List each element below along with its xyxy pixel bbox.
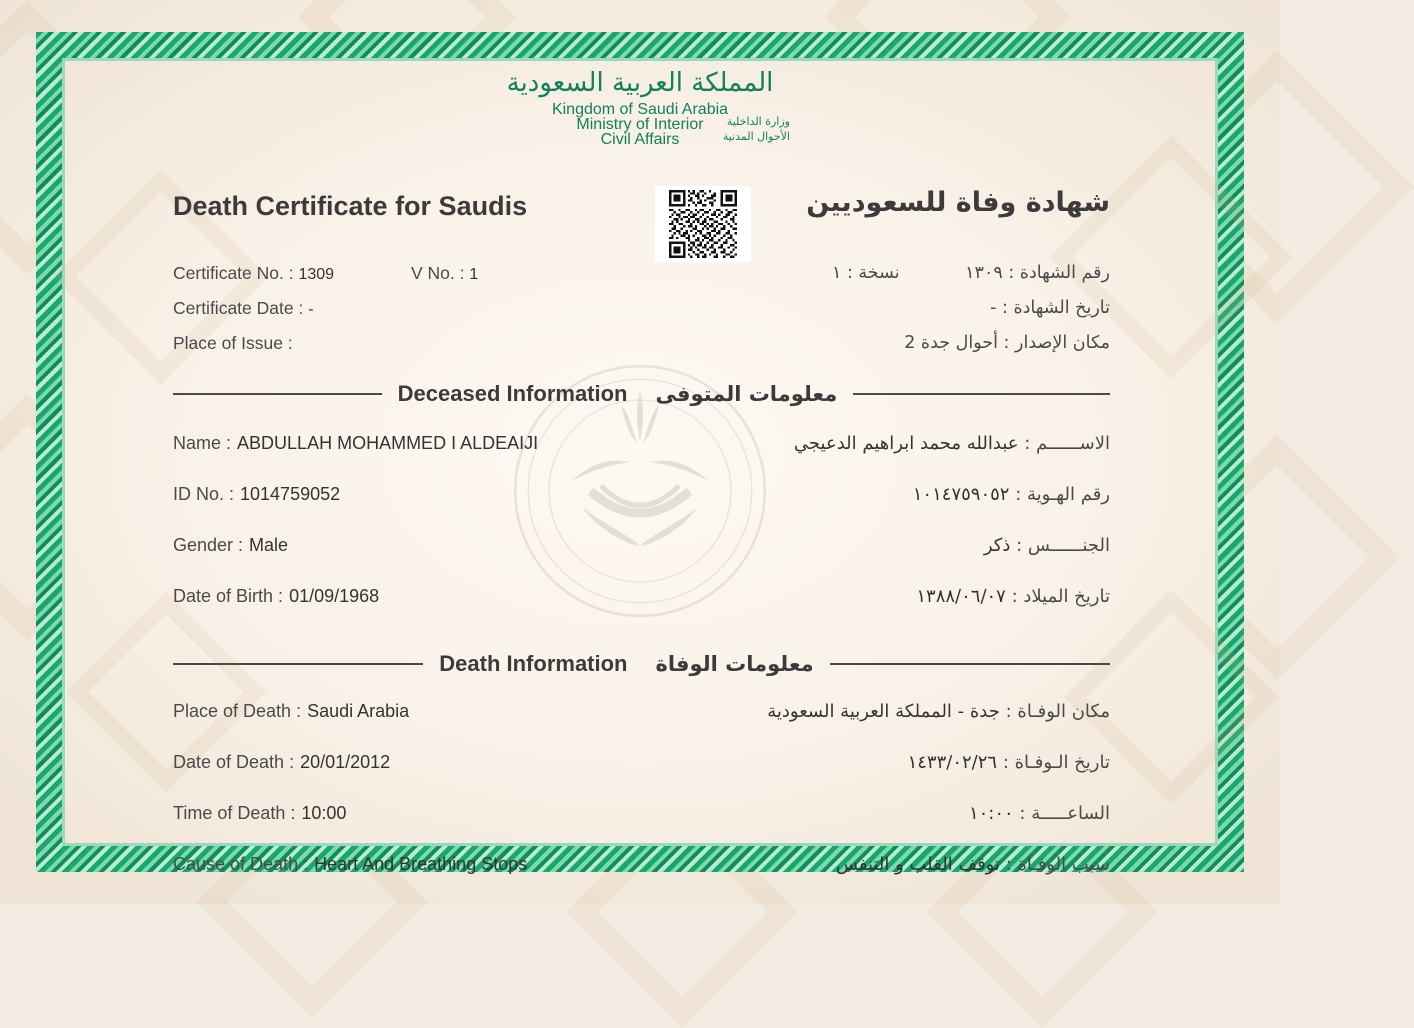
time-of-death-value-en: 10:00 xyxy=(301,803,347,823)
qr-code-icon xyxy=(655,186,751,262)
time-of-death-label-ar: الساعـــــة : xyxy=(1019,803,1110,824)
id-no-en xyxy=(173,484,340,505)
divider-line xyxy=(173,393,382,395)
field-row-date-of-birth xyxy=(173,586,1110,637)
header-line-2-ar: وزارة الداخلية xyxy=(726,114,790,128)
death-heading-ar: معلومات الوفاة xyxy=(655,652,814,676)
certificate-date-value-en: - xyxy=(308,301,314,318)
certificate-date-row-ar xyxy=(832,298,1110,333)
certificate-meta-ar xyxy=(832,263,1110,368)
field-row-cause-of-death xyxy=(173,854,1110,905)
header-line-3 xyxy=(490,129,790,148)
death-section-heading xyxy=(173,651,1110,677)
place-of-death-value-ar: جدة - المملكة العربية السعودية xyxy=(767,701,1000,722)
date-of-death-label-en: Date of Death : xyxy=(173,752,295,772)
field-row-gender xyxy=(173,535,1110,586)
header-line-2-en: Ministry of Interior xyxy=(576,115,704,133)
cause-of-death-label-en: Cause of Death : xyxy=(173,854,309,874)
kingdom-crest-text: المملكة العربية السعودية xyxy=(506,68,774,98)
certificate-no-label-en: Certificate No. : xyxy=(173,263,294,283)
v-no-label-en: V No. : xyxy=(410,263,465,283)
gender-value-en: Male xyxy=(249,535,289,555)
certificate-date-row-en xyxy=(173,298,478,333)
date-of-death-value-ar: ١٤٣٣/٠٢/٢٦ xyxy=(907,752,998,773)
field-row-time-of-death xyxy=(173,803,1110,854)
cause-of-death-label-ar: سبب الوفـاة : xyxy=(1005,854,1110,875)
place-of-death-en xyxy=(173,701,409,722)
deceased-heading-en: Deceased Information xyxy=(397,381,628,406)
certificate-date-value-ar: - xyxy=(990,298,997,318)
date-of-birth-label-en: Date of Birth : xyxy=(173,586,284,606)
certificate-no-label-ar: رقم الشهادة : xyxy=(1008,263,1110,283)
death-heading-ar-side xyxy=(642,652,1111,676)
place-of-issue-value-ar: أحوال جدة 2 xyxy=(904,333,998,353)
id-no-label-ar: رقم الهـوية : xyxy=(1015,484,1110,505)
certificate-no-row-ar xyxy=(832,263,1110,298)
place-of-issue-label-en: Place of Issue : xyxy=(173,333,293,353)
header-line-3-en: Civil Affairs xyxy=(600,130,680,148)
time-of-death-ar xyxy=(969,803,1110,824)
gender-label-ar: الجنــــــس : xyxy=(1016,535,1110,556)
place-of-death-value-en: Saudi Arabia xyxy=(307,701,410,721)
death-fields xyxy=(173,701,1110,905)
field-row-name xyxy=(173,433,1110,484)
id-no-ar xyxy=(913,484,1110,505)
time-of-death-en xyxy=(173,803,346,824)
deceased-heading-ar-side xyxy=(642,382,1111,406)
name-label-ar: الاســــــم : xyxy=(1024,433,1110,454)
name-en xyxy=(173,433,538,454)
header-line-2 xyxy=(490,114,790,133)
field-row-place-of-death xyxy=(173,701,1110,752)
date-of-death-en xyxy=(173,752,390,773)
certificate-date-label-en: Certificate Date : xyxy=(173,298,304,318)
v-no-value-en: 1 xyxy=(469,266,479,283)
death-heading-en: Death Information xyxy=(439,651,628,676)
cause-of-death-en xyxy=(173,854,527,875)
place-of-death-label-ar: مكان الوفـاة : xyxy=(1005,701,1110,722)
place-of-issue-label-ar: مكان الإصدار : xyxy=(1003,333,1110,353)
deceased-fields xyxy=(173,433,1110,637)
field-row-id-no xyxy=(173,484,1110,535)
time-of-death-label-en: Time of Death : xyxy=(173,803,296,823)
date-of-birth-label-ar: تاريخ الميلاد : xyxy=(1011,586,1110,607)
divider-line xyxy=(853,393,1110,395)
gender-en xyxy=(173,535,288,556)
deceased-section-heading xyxy=(173,381,1110,407)
gender-ar xyxy=(984,535,1110,556)
place-of-issue-row-en xyxy=(173,333,478,368)
place-of-issue-row-ar xyxy=(832,333,1110,368)
deceased-heading-ar: معلومات المتوفى xyxy=(655,382,838,406)
name-value-ar: عبدالله محمد ابراهيم الدعيجي xyxy=(793,433,1019,454)
name-label-en: Name : xyxy=(173,433,232,453)
id-no-value-en: 1014759052 xyxy=(240,484,341,504)
date-of-death-value-en: 20/01/2012 xyxy=(300,752,391,772)
date-of-birth-ar xyxy=(916,586,1110,607)
header-line-1 xyxy=(490,100,790,118)
death-heading-en-side xyxy=(173,651,642,677)
certificate-frame xyxy=(36,32,1244,875)
certificate-body xyxy=(62,58,1218,875)
time-of-death-value-ar: ١٠:٠٠ xyxy=(968,803,1014,824)
date-of-birth-value-ar: ١٣٨٨/٠٦/٠٧ xyxy=(916,586,1006,607)
v-no-value-ar: ١ xyxy=(831,263,842,283)
place-of-death-label-en: Place of Death : xyxy=(173,701,302,721)
id-no-value-ar: ١٠١٤٧٥٩٠٥٢ xyxy=(912,484,1010,505)
certificate-no-value-ar: ١٣٠٩ xyxy=(965,263,1003,283)
date-of-death-label-ar: تاريخ الـوفـاة : xyxy=(1002,752,1110,773)
header-line-1-en: Kingdom of Saudi Arabia xyxy=(551,100,729,118)
certificate-date-label-ar: تاريخ الشهادة : xyxy=(1001,298,1110,318)
divider-line xyxy=(173,663,423,665)
place-of-death-ar xyxy=(767,701,1110,722)
divider-line xyxy=(830,663,1110,665)
name-ar xyxy=(794,433,1110,454)
page-title-ar: شهادة وفاة للسعوديين xyxy=(806,187,1110,218)
gender-value-ar: ذكر xyxy=(983,535,1011,556)
v-no-label-ar: نسخة : xyxy=(846,263,900,283)
header-line-3-ar: الأحوال المدنية xyxy=(722,129,790,143)
deceased-heading-en-side xyxy=(173,381,642,407)
date-of-birth-value-en: 01/09/1968 xyxy=(289,586,380,606)
ministry-header xyxy=(65,67,1215,148)
date-of-birth-en xyxy=(173,586,379,607)
name-value-en: ABDULLAH MOHAMMED I ALDEAIJI xyxy=(237,433,539,453)
cause-of-death-value-en: Heart And Breathing Stops xyxy=(314,854,528,874)
field-row-date-of-death xyxy=(173,752,1110,803)
cause-of-death-ar xyxy=(836,854,1110,875)
cause-of-death-value-ar: توقف القلب و التنفس xyxy=(835,854,1000,875)
certificate-no-value-en: 1309 xyxy=(298,266,335,283)
page-title-en: Death Certificate for Saudis xyxy=(173,191,528,221)
gender-label-en: Gender : xyxy=(173,535,244,555)
id-no-label-en: ID No. : xyxy=(173,484,235,504)
certificate-no-row-en xyxy=(173,263,478,298)
date-of-death-ar xyxy=(908,752,1110,773)
certificate-meta-en xyxy=(173,263,478,368)
